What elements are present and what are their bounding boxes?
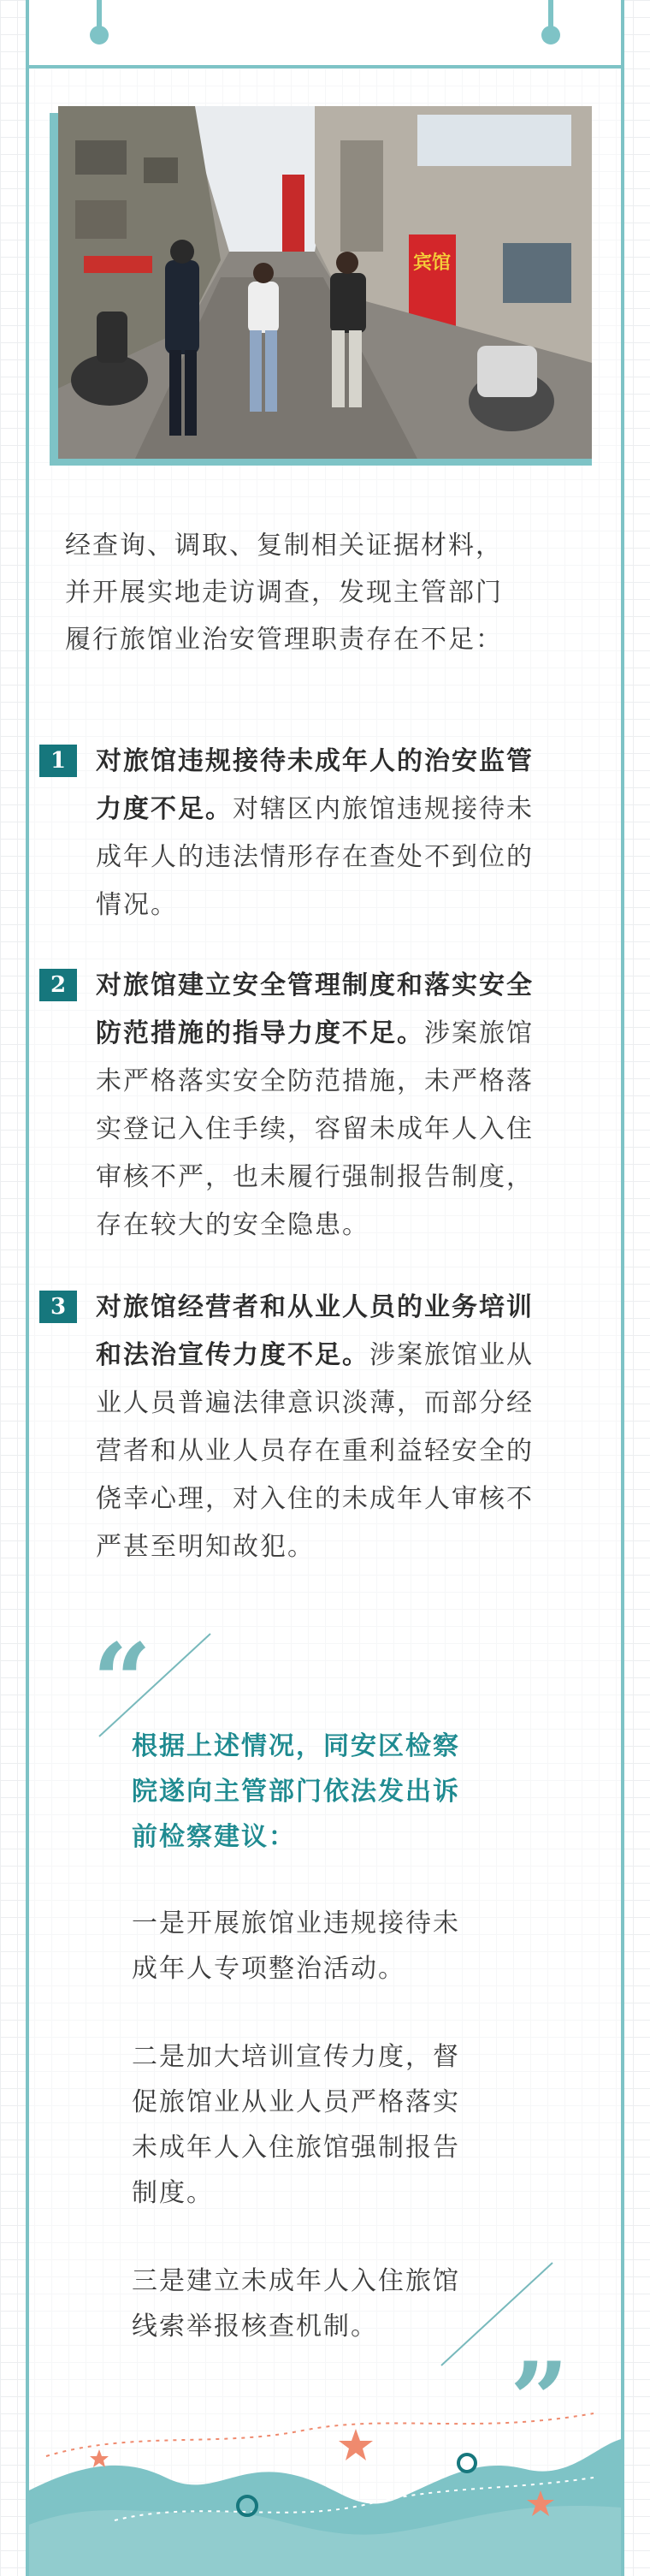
right-hanger-dot: [541, 26, 560, 45]
red-sign-text: 宾馆: [412, 252, 452, 274]
conclusion-lead: 根据上述情况，同安区检察 院遂向主管部门依法发出诉 前检察建议：: [132, 1731, 460, 1852]
finding-line: 审核不严，也未履行强制报告制度，: [96, 1162, 534, 1192]
recommendation-3: 三是建立未成年人入住旅馆 线索举报核查机制。: [132, 2266, 460, 2342]
finding-bold: 力度不足。: [96, 794, 233, 824]
finding-line: 情况。: [96, 890, 178, 920]
finding-text: [96, 1284, 612, 1571]
finding-line: 成年人的违法情形存在查处不到位的: [96, 842, 534, 872]
finding-line: 严甚至明知故犯。: [96, 1532, 315, 1562]
finding-line: 存在较大的安全隐患。: [96, 1210, 369, 1240]
finding-line: 和法治宣传力度不足。涉案旅馆业从: [96, 1340, 534, 1370]
finding-line: 未严格落实安全防范措施，未严格落: [96, 1066, 534, 1096]
finding-1: [39, 738, 612, 929]
finding-number-badge: 2: [39, 969, 77, 1001]
finding-text: [96, 738, 612, 929]
star-icon: [90, 2449, 109, 2467]
finding-text: [96, 962, 612, 1249]
finding-line: 对旅馆建立安全管理制度和落实安全: [96, 970, 534, 1000]
finding-line: 防范措施的指导力度不足。涉案旅馆: [96, 1018, 534, 1048]
finding-number-badge: 1: [39, 745, 77, 777]
left-hanger-dot: [90, 26, 109, 45]
open-quote-mark: “: [92, 1621, 152, 1742]
finding-2: [39, 962, 612, 1249]
recommendation-2: 二是加大培训宣传力度，督 促旅馆业从业人员严格落实 未成年人入住旅馆强制报告 制度。: [132, 2042, 460, 2208]
finding-line: 营者和从业人员存在重利益轻安全的: [96, 1436, 534, 1466]
finding-line: 对旅馆经营者和从业人员的业务培训: [96, 1292, 534, 1322]
header-bar: [26, 0, 624, 68]
finding-line: 力度不足。对辖区内旅馆违规接待未: [96, 794, 534, 824]
footer-wave-decoration: [29, 2396, 621, 2576]
intro-line: 并开展实地走访调查，发现主管部门: [65, 578, 503, 608]
finding-line: [96, 738, 612, 786]
street-photo: [58, 106, 592, 459]
intro-line: 履行旅馆业治安管理职责存在不足：: [65, 625, 503, 655]
recommendation-1: 一是开展旅馆业违规接待未 成年人专项整治活动。: [132, 1908, 460, 1984]
star-icon: [339, 2429, 373, 2460]
footer-ring-right: [458, 2454, 476, 2472]
finding-line: 实登记入住手续，容留未成年人入住: [96, 1114, 534, 1144]
finding-number-badge: 3: [39, 1291, 77, 1323]
finding-3: [39, 1284, 612, 1571]
intro-paragraph: [65, 522, 595, 663]
finding-bold: 对旅馆违规接待未成年人的治安监管: [96, 746, 534, 776]
finding-line: 业人员普遍法律意识淡薄，而部分经: [96, 1388, 534, 1418]
close-quote-mark: ”: [510, 2340, 570, 2460]
intro-line: 经查询、调取、复制相关证据材料，: [65, 531, 503, 561]
tall-sign: [282, 175, 304, 260]
finding-line: 侥幸心理，对入住的未成年人审核不: [96, 1484, 534, 1514]
street-scene-illustration: [58, 106, 592, 459]
